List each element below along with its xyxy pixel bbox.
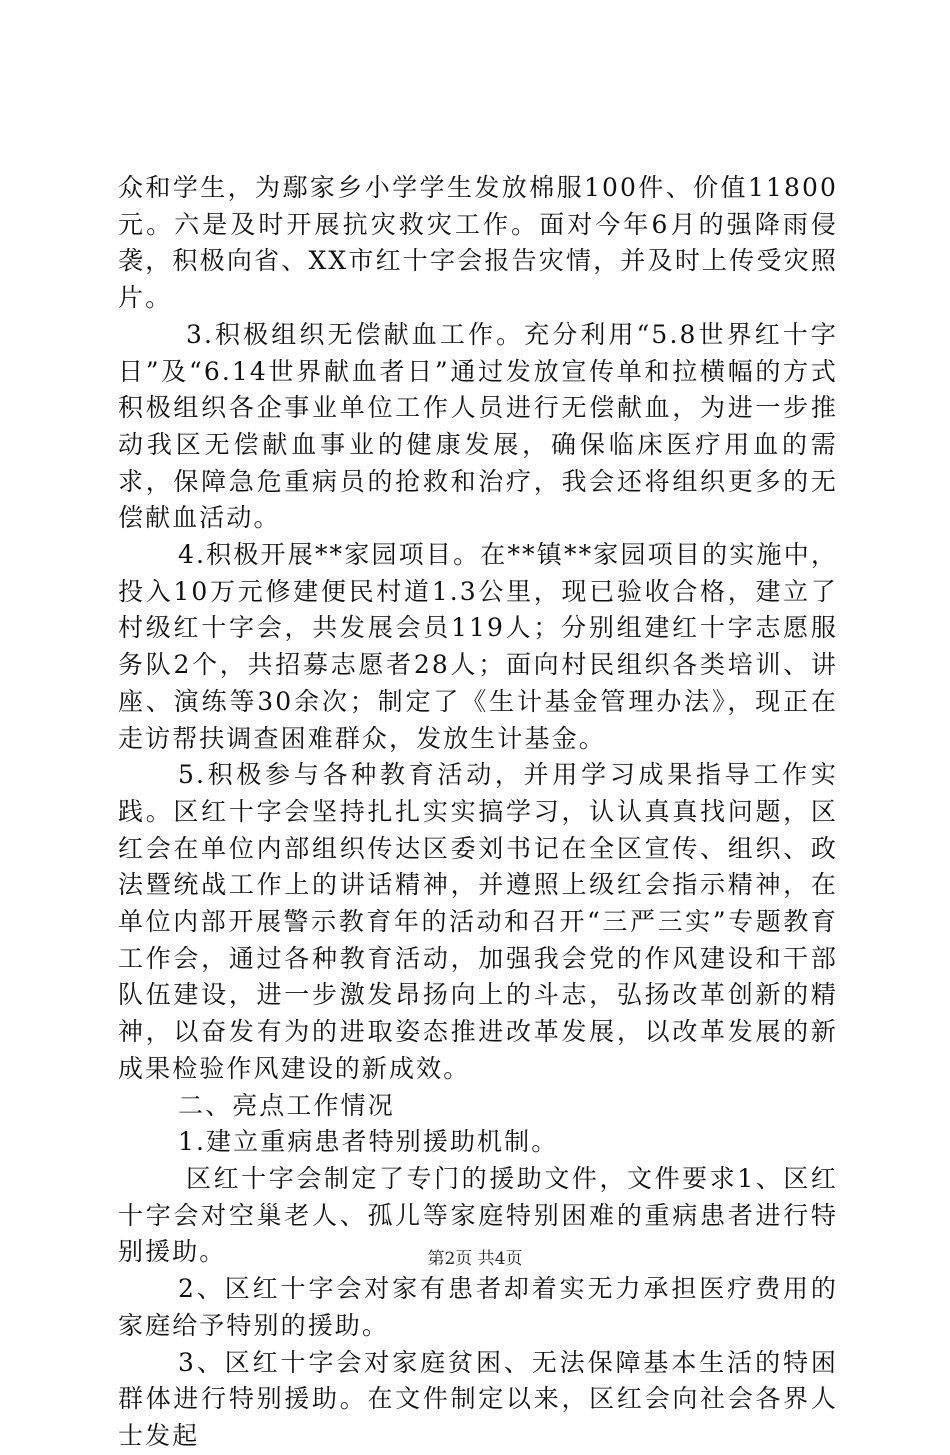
paragraph-aid-item-3: 3、区红十字会对家庭贫困、无法保障基本生活的特困群体进行特别援助。在文件制定以来，区红会向社会各界人士发起 — [118, 1347, 838, 1450]
subheading-aid-mechanism: 1.建立重病患者特别援助机制。 — [178, 1127, 559, 1157]
paragraph-aid-item-2: 2、区红十字会对家有患者却着实无力承担医疗费用的家庭给予特别的援助。 — [118, 1274, 838, 1340]
section-heading-highlights: 二、亮点工作情况 — [178, 1090, 395, 1120]
page-number-footer: 第2页 共4页 — [427, 1249, 523, 1269]
paragraph-aid-document: 区红十字会制定了专门的援助文件，文件要求1、区红十字会对空巢老人、孤儿等家庭特别困难的重病患者进行特别援助。 — [118, 1163, 838, 1267]
paragraph-home-project: 4.积极开展**家园项目。在**镇**家园项目的实施中，投入10万元修建便民村道1.3公里，现已验收合格，建立了村级红十字会，共发展会员119人；分别组建红十字志愿服务队2个，共招募志愿者28人；面向村民组织各类培训、讲座、演练等30余次；制定了《生计基金管理办法》，现正在走访帮扶调查困难群众，发放生计基金。 — [118, 540, 838, 753]
paragraph-continuation: 众和学生，为鄢家乡小学学生发放棉服100件、价值11800元。六是及时开展抗灾救灾工作。面对今年6月的强降雨侵袭，积极向省、XX市红十字会报告灾情，并及时上传受灾照片。 — [118, 173, 838, 313]
paragraph-education: 5.积极参与各种教育活动，并用学习成果指导工作实践。区红十字会坚持扎扎实实搞学习，认认真真找问题，区红会在单位内部组织传达区委刘书记在全区宣传、组织、政法暨统战工作上的讲话精神，并遵照上级红会指示精神，在单位内部开展警示教育年的活动和召开“三严三实”专题教育工作会，通过各种教育活动，加强我会党的作风建设和干部队伍建设，进一步激发昂扬向上的斗志，弘扬改革创新的精神，以奋发有为的进取姿态推进改革发展，以改革发展的新成果检验作风建设的新成效。 — [118, 760, 838, 1083]
paragraph-blood-donation: 3.积极组织无偿献血工作。充分利用“5.8世界红十字日”及“6.14世界献血者日”通过发放宣传单和拉横幅的方式积极组织各企事业单位工作人员进行无偿献血，为进一步推动我区无偿献血事业的健康发展，确保临床医疗用血的需求，保障急危重病员的抢救和治疗，我会还将组织更多的无偿献血活动。 — [118, 319, 838, 533]
